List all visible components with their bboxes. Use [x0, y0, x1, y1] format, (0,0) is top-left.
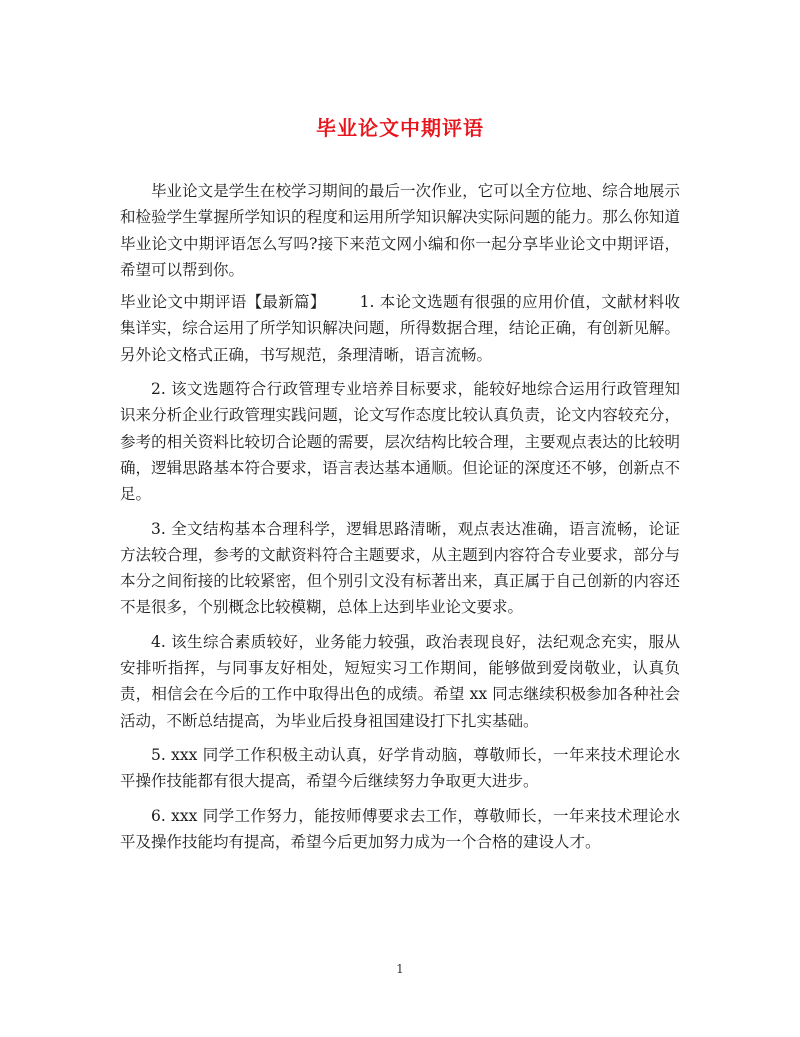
page-number: 1 [396, 962, 404, 976]
intro-paragraph: 毕业论文是学生在校学习期间的最后一次作业，它可以全方位地、综合地展示和检验学生掌握所学知识的程度和运用所学知识解决实际问题的能力。那么你知道毕业论文中期评语怎么写吗?接下来范文网小编和你一起分享毕业论文中期评语，希望可以帮到你。 [120, 182, 680, 279]
evaluation-item-6: 6. xxx 同学工作努力，能按师傅要求去工作，尊敬师长，一年来技术理论水平及操作技能均有提高，希望今后更加努力成为一个合格的建设人才。 [120, 806, 680, 851]
first-item-paragraph [120, 289, 680, 368]
evaluation-item-3: 3. 全文结构基本合理科学，逻辑思路清晰，观点表达准确，语言流畅，论证方法较合理，参考的文献资料符合主题要求，从主题到内容符合专业要求，部分与本分之间衔接的比较紧密，但个别引文没有标著出来，真正属于自己创新的内容还不是很多，个别概念比较模糊，总体上达到毕业论文要求。 [120, 519, 680, 617]
evaluation-item-1: 1. 本论文选题有很强的应用价值，文献材料收集详实，综合运用了所学知识解决问题，所得数据合理，结论正确，有创新见解。另外论文格式正确，书写规范，条理清晰，语言流畅。 [120, 293, 680, 364]
document-title: 毕业论文中期评语 [316, 116, 484, 140]
section-heading: 毕业论文中期评语【最新篇】 [120, 293, 326, 312]
evaluation-item-2: 2. 该文选题符合行政管理专业培养目标要求，能较好地综合运用行政管理知识来分析企业行政管理实践问题，论文写作态度比较认真负责，论文内容较充分，参考的相关资料比较切合论题的需要，层次结构比较合理，主要观点表达的比较明确，逻辑思路基本符合要求，语言表达基本通顺。但论证的深度还不够，创新点不足。 [120, 380, 680, 504]
evaluation-item-4: 4. 该生综合素质较好，业务能力较强，政治表现良好，法纪观念充实，服从安排听指挥，与同事友好相处，短短实习工作期间，能够做到爱岗敬业，认真负责，相信会在今后的工作中取得出色的成绩。希望 xx 同志继续积极参加各种社会活动，不断总结提高，为毕业后投身祖国建设打下扎实基础。 [120, 632, 680, 730]
document-body [120, 178, 680, 863]
evaluation-item-5: 5. xxx 同学工作积极主动认真，好学肯动脑，尊敬师长，一年来技术理论水平操作技能都有很大提高，希望今后继续努力争取更大进步。 [120, 745, 680, 791]
